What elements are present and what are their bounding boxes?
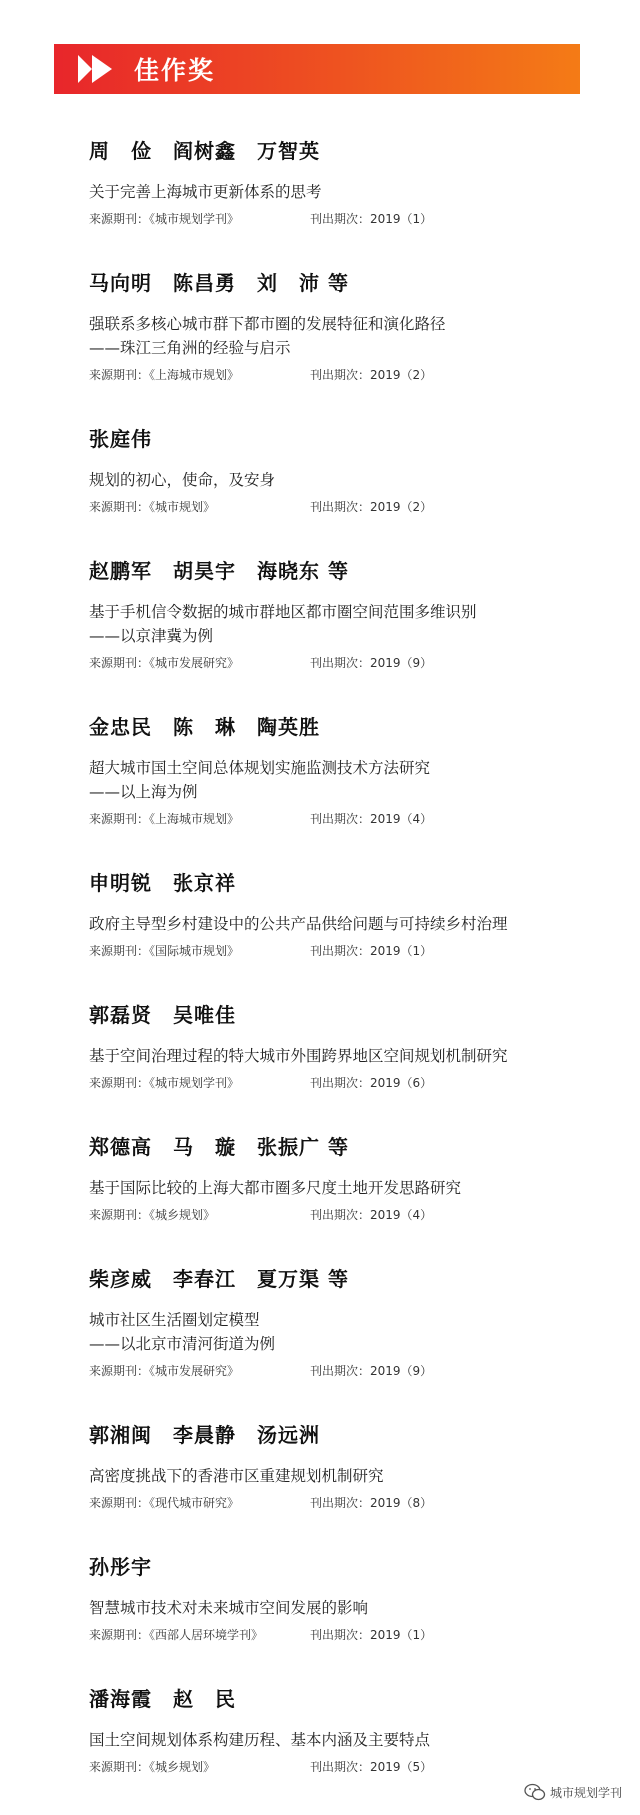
entry-meta: [89, 1361, 609, 1381]
entry-title: [89, 1728, 609, 1752]
entry-title-line: ——珠江三角洲的经验与启示: [89, 339, 291, 357]
award-entry: [89, 868, 609, 1000]
entry-meta: [89, 497, 609, 517]
entry-issue: 刊出期次：2019（1）: [310, 1628, 433, 1642]
entry-issue: 刊出期次：2019（9）: [310, 1364, 433, 1378]
award-entry: [89, 1132, 609, 1264]
entry-source-journal: 来源期刊：《城乡规划》: [89, 1760, 216, 1774]
entry-title-line: 规划的初心，使命，及安身: [89, 471, 276, 489]
entry-issue: 刊出期次：2019（1）: [310, 212, 433, 226]
entry-source-journal: 来源期刊：《西部人居环境学刊》: [89, 1628, 264, 1642]
entry-source-journal: 来源期刊：《城市发展研究》: [89, 656, 240, 670]
entry-meta: [89, 809, 609, 829]
entry-title: [89, 1596, 609, 1620]
entry-title-line: ——以上海为例: [89, 783, 198, 801]
award-entry: [89, 1264, 609, 1420]
award-banner: [54, 44, 580, 94]
entry-source-journal: 来源期刊：《上海城市规划》: [89, 812, 240, 826]
entry-title: [89, 468, 609, 492]
entry-authors: 马向明 陈昌勇 刘 沛 等: [89, 271, 349, 295]
entry-source-journal: 来源期刊：《上海城市规划》: [89, 368, 240, 382]
entry-issue: 刊出期次：2019（4）: [310, 812, 433, 826]
entry-authors: 赵鹏军 胡昊宇 海晓东 等: [89, 559, 349, 583]
entry-meta: [89, 365, 609, 385]
entry-title-line: 超大城市国土空间总体规划实施监测技术方法研究: [89, 759, 431, 777]
entry-meta: [89, 1757, 609, 1777]
entry-source-journal: 来源期刊：《城乡规划》: [89, 1208, 216, 1222]
entry-title-line: 基于手机信令数据的城市群地区都市圈空间范围多维识别: [89, 603, 477, 621]
entry-authors: 金忠民 陈 琳 陶英胜: [89, 715, 320, 739]
award-list: [89, 136, 609, 1804]
entry-title-line: 强联系多核心城市群下都市圈的发展特征和演化路径: [89, 315, 446, 333]
entry-title: [89, 312, 609, 360]
entry-issue: 刊出期次：2019（8）: [310, 1496, 433, 1510]
entry-meta: [89, 941, 609, 961]
entry-issue: 刊出期次：2019（9）: [310, 656, 433, 670]
entry-authors: 郭湘闽 李晨静 汤远洲: [89, 1423, 320, 1447]
entry-source-journal: 来源期刊：《城市规划学刊》: [89, 1076, 240, 1090]
wechat-icon: [524, 1783, 546, 1801]
entry-issue: 刊出期次：2019（5）: [310, 1760, 433, 1774]
entry-source-journal: 来源期刊：《国际城市规划》: [89, 944, 240, 958]
entry-issue: 刊出期次：2019（1）: [310, 944, 433, 958]
entry-title: [89, 600, 609, 648]
entry-title-line: ——以京津冀为例: [89, 627, 214, 645]
entry-source-journal: 来源期刊：《现代城市研究》: [89, 1496, 240, 1510]
award-entry: [89, 136, 609, 268]
award-entry: [89, 1420, 609, 1552]
entry-authors: 郭磊贤 吴唯佳: [89, 1003, 236, 1027]
entry-issue: 刊出期次：2019（4）: [310, 1208, 433, 1222]
award-entry: [89, 1552, 609, 1684]
watermark-text: 城市规划学刊: [549, 1785, 622, 1800]
watermark: [524, 1783, 622, 1801]
entry-title-line: 基于空间治理过程的特大城市外围跨界地区空间规划机制研究: [89, 1047, 508, 1065]
entry-authors: 申明锐 张京祥: [89, 871, 236, 895]
entry-title: [89, 912, 609, 936]
entry-title: [89, 180, 609, 204]
entry-issue: 刊出期次：2019（2）: [310, 368, 433, 382]
entry-authors: 潘海霞 赵 民: [89, 1687, 236, 1711]
entry-meta: [89, 1205, 609, 1225]
entry-title-line: 政府主导型乡村建设中的公共产品供给问题与可持续乡村治理: [89, 915, 508, 933]
entry-authors: 郑德高 马 璇 张振广 等: [89, 1135, 349, 1159]
entry-title-line: 智慧城市技术对未来城市空间发展的影响: [89, 1599, 369, 1617]
award-title: 佳作奖: [134, 56, 216, 85]
entry-source-journal: 来源期刊：《城市规划学刊》: [89, 212, 240, 226]
entry-meta: [89, 653, 609, 673]
entry-meta: [89, 209, 609, 229]
entry-title-line: 基于国际比较的上海大都市圈多尺度土地开发思路研究: [89, 1179, 462, 1197]
award-entry: [89, 556, 609, 712]
entry-issue: 刊出期次：2019（6）: [310, 1076, 433, 1090]
entry-authors: 周 俭 阎树鑫 万智英: [89, 139, 320, 163]
entry-title-line: 国土空间规划体系构建历程、基本内涵及主要特点: [89, 1731, 431, 1749]
entry-title: [89, 1176, 609, 1200]
entry-title-line: ——以北京市清河街道为例: [89, 1335, 276, 1353]
entry-authors: 孙彤宇: [89, 1555, 152, 1579]
entry-issue: 刊出期次：2019（2）: [310, 500, 433, 514]
entry-title: [89, 1464, 609, 1488]
entry-meta: [89, 1073, 609, 1093]
entry-source-journal: 来源期刊：《城市规划》: [89, 500, 216, 514]
entry-meta: [89, 1493, 609, 1513]
entry-title: [89, 1308, 609, 1356]
entry-authors: 张庭伟: [89, 427, 152, 451]
award-entry: [89, 1000, 609, 1132]
play-arrows-icon: [78, 54, 114, 84]
entry-authors: 柴彦威 李春江 夏万渠 等: [89, 1267, 349, 1291]
award-entry: [89, 424, 609, 556]
award-entry: [89, 268, 609, 424]
entry-title: [89, 1044, 609, 1068]
entry-title-line: 城市社区生活圈划定模型: [89, 1311, 260, 1329]
entry-meta: [89, 1625, 609, 1645]
entry-source-journal: 来源期刊：《城市发展研究》: [89, 1364, 240, 1378]
entry-title-line: 高密度挑战下的香港市区重建规划机制研究: [89, 1467, 384, 1485]
entry-title: [89, 756, 609, 804]
award-entry: [89, 712, 609, 868]
entry-title-line: 关于完善上海城市更新体系的思考: [89, 183, 322, 201]
